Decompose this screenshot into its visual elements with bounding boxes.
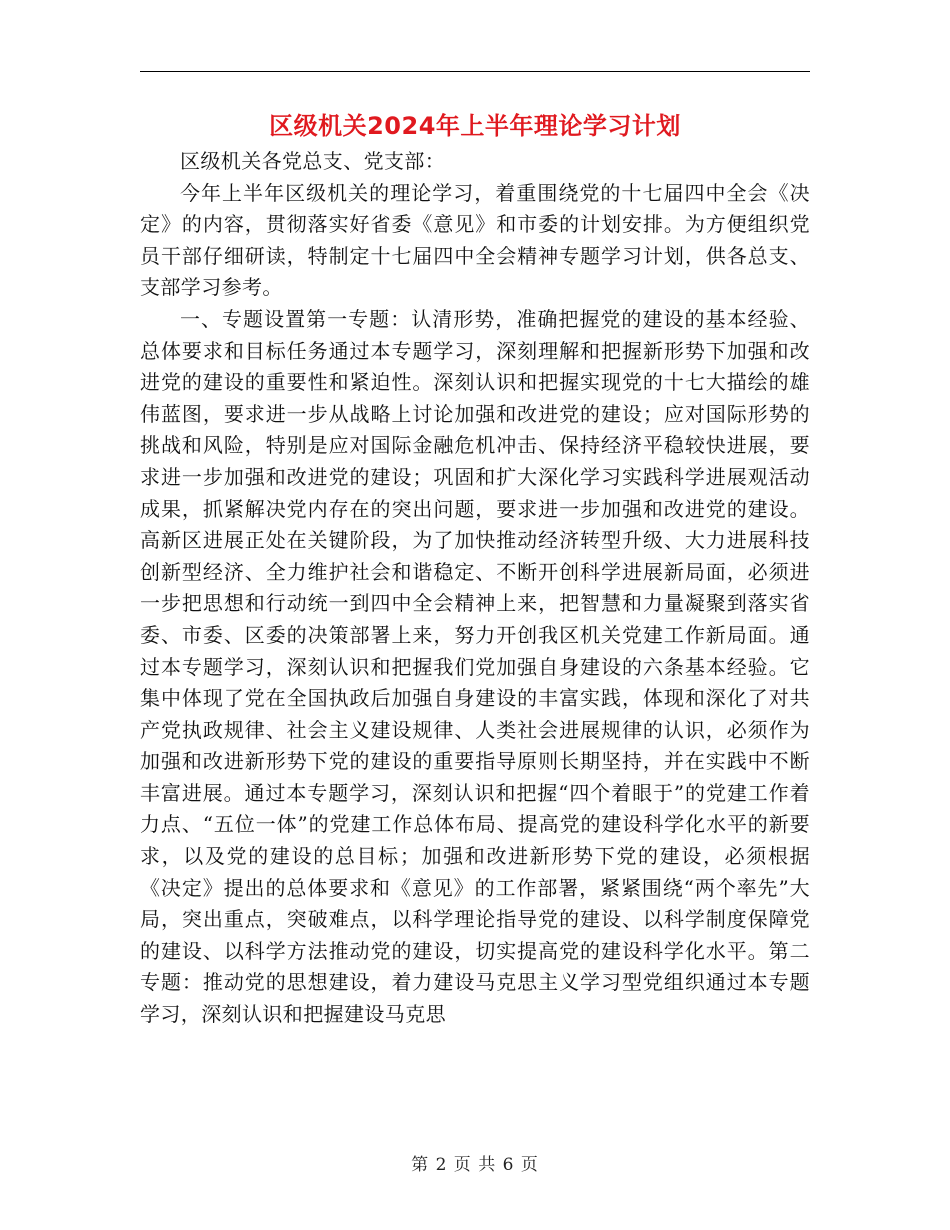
paragraph-topic-one: 一、专题设置第一专题：认清形势，准确把握党的建设的基本经验、总体要求和目标任务通过本专题学习，深刻理解和把握新形势下加强和改进党的建设的重要性和紧迫性。深刻认识和把握实现党的十七大描绘的雄伟蓝图，要求进一步从战略上讨论加强和改进党的建设；应对国际形势的挑战和风险，特别是应对国际金融危机冲击、保持经济平稳较快进展，要求进一步加强和改进党的建设；巩固和扩大深化学习实践科学进展观活动成果，抓紧解决党内存在的突出问题，要求进一步加强和改进党的建设。高新区进展正处在关键阶段，为了加快推动经济转型升级、大力进展科技创新型经济、全力维护社会和谐稳定、不断开创科学进展新局面，必须进一步把思想和行动统一到四中全会精神上来，把智慧和力量凝聚到落实省委、市委、区委的决策部署上来，努力开创我区机关党建工作新局面。通过本专题学习，深刻认识和把握我们党加强自身建设的六条基本经验。它集中体现了党在全国执政后加强自身建设的丰富实践，体现和深化了对共产党执政规律、社会主义建设规律、人类社会进展规律的认识，必须作为加强和改进新形势下党的建设的重要指导原则长期坚持，并在实践中不断丰富进展。通过本专题学习，深刻认识和把握“四个着眼于”的党建工作着力点、“五位一体”的党建工作总体布局、提高党的建设科学化水平的新要求，以及党的建设的总目标；加强和改进新形势下党的建设，必须根据《决定》提出的总体要求和《意见》的工作部署，紧紧围绕“两个率先”大局，突出重点，突破难点，以科学理论指导党的建设、以科学制度保障党的建设、以科学方法推动党的建设，切实提高党的建设科学化水平。第二专题：推动党的思想建设，着力建设马克思主义学习型党组织通过本专题学习，深刻认识和把握建设马克思	[140, 306, 810, 1027]
document-body	[140, 146, 810, 1031]
salutation: 区级机关各党总支、党支部：	[180, 149, 446, 173]
paragraph-intro: 今年上半年区级机关的理论学习，着重围绕党的十七届四中全会《决定》的内容，贯彻落实好省委《意见》和市委的计划安排。为方便组织党员干部仔细研读，特制定十七届四中全会精神专题学习计划，供各总支、支部学习参考。	[140, 180, 810, 300]
page-number-footer: 第 2 页 共 6 页	[411, 1155, 539, 1175]
header-rule	[140, 71, 810, 72]
document-title: 区级机关2024年上半年理论学习计划	[269, 112, 681, 140]
